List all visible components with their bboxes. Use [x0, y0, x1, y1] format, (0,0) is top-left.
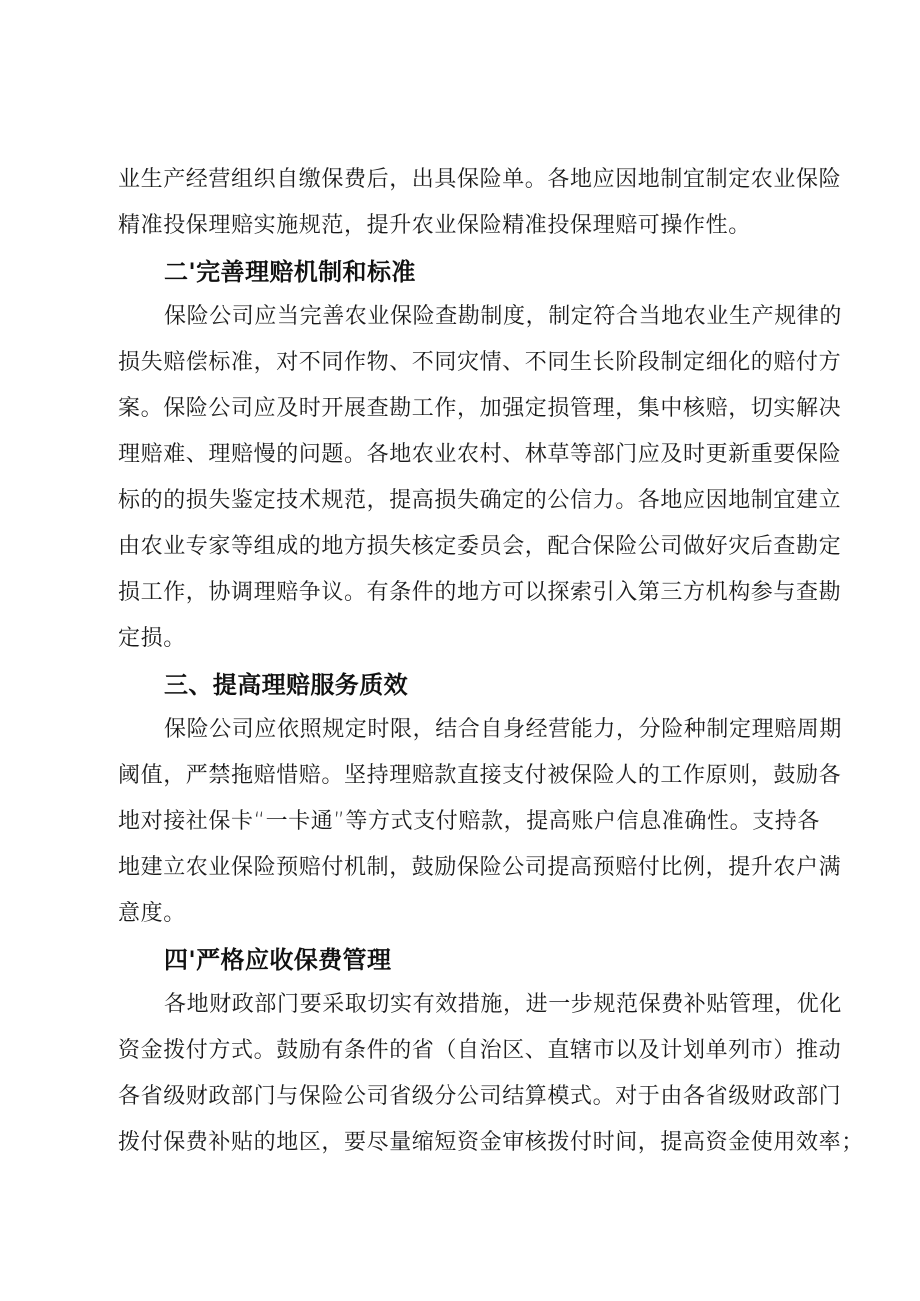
section-2-line-8: 定损。 [118, 626, 186, 651]
section-4-line-3: 各省级财政部门与保险公司省级分公司结算模式。对于由各省级财政部门 [118, 1084, 842, 1109]
section-4-line-1: 各地财政部门要采取切实有效措施，进一步规范保费补贴管理，优化 [164, 992, 843, 1017]
section-4-heading: 四'严格应收保费管理 [164, 946, 392, 974]
section-3-line-1: 保险公司应依照规定时限，结合自身经营能力，分险种制定理赔周期 [164, 717, 843, 742]
section-2-line-4: 理赔难、理赔慢的问题。各地农业农村、林草等部门应及时更新重要保险 [118, 442, 842, 467]
section-3-line-5: 意度。 [118, 901, 186, 926]
section-2-line-5: 标的的损失鉴定技术规范，提高损失确定的公信力。各地应因地制宜建立 [118, 488, 842, 513]
section-4-line-4: 拨付保费补贴的地区，要尽量缩短资金审核拨付时间，提高资金使用效率； [118, 1130, 864, 1155]
section-2-heading: 二'完善理赔机制和标准 [164, 258, 416, 286]
section-2-line-1: 保险公司应当完善农业保险查勘制度，制定符合当地农业生产规律的 [164, 304, 843, 329]
section-3-line-3: 地对接社保卡“一卡通”等方式支付赔款，提高账户信息准确性。支持各 [118, 809, 820, 834]
section-2-line-3: 案。保险公司应及时开展查勘工作，加强定损管理，集中核赔，切实解决 [118, 396, 842, 421]
section-2-line-2: 损失赔偿标准，对不同作物、不同灾情、不同生长阶段制定细化的赔付方 [118, 350, 842, 375]
section-3-line-2: 阈值，严禁拖赔惜赔。坚持理赔款直接支付被保险人的工作原则，鼓励各 [118, 763, 842, 788]
section-2-line-7: 损工作，协调理赔争议。有条件的地方可以探索引入第三方机构参与查勘 [118, 580, 842, 605]
section-3-line-4: 地建立农业保险预赔付机制，鼓励保险公司提高预赔付比例，提升农户满 [118, 855, 842, 880]
intro-line-1: 业生产经营组织自缴保费后，出具保险单。各地应因地制宜制定农业保险 [118, 167, 842, 192]
section-2-line-6: 由农业专家等组成的地方损失核定委员会，配合保险公司做好灾后查勘定 [118, 534, 842, 559]
section-3-heading: 三、提高理赔服务质效 [164, 671, 408, 699]
intro-line-2: 精准投保理赔实施规范，提升农业保险精准投保理赔可操作性。 [118, 213, 751, 238]
section-4-line-2: 资金拨付方式。鼓励有条件的省（自治区、直辖市以及计划单列市）推动 [118, 1038, 842, 1063]
